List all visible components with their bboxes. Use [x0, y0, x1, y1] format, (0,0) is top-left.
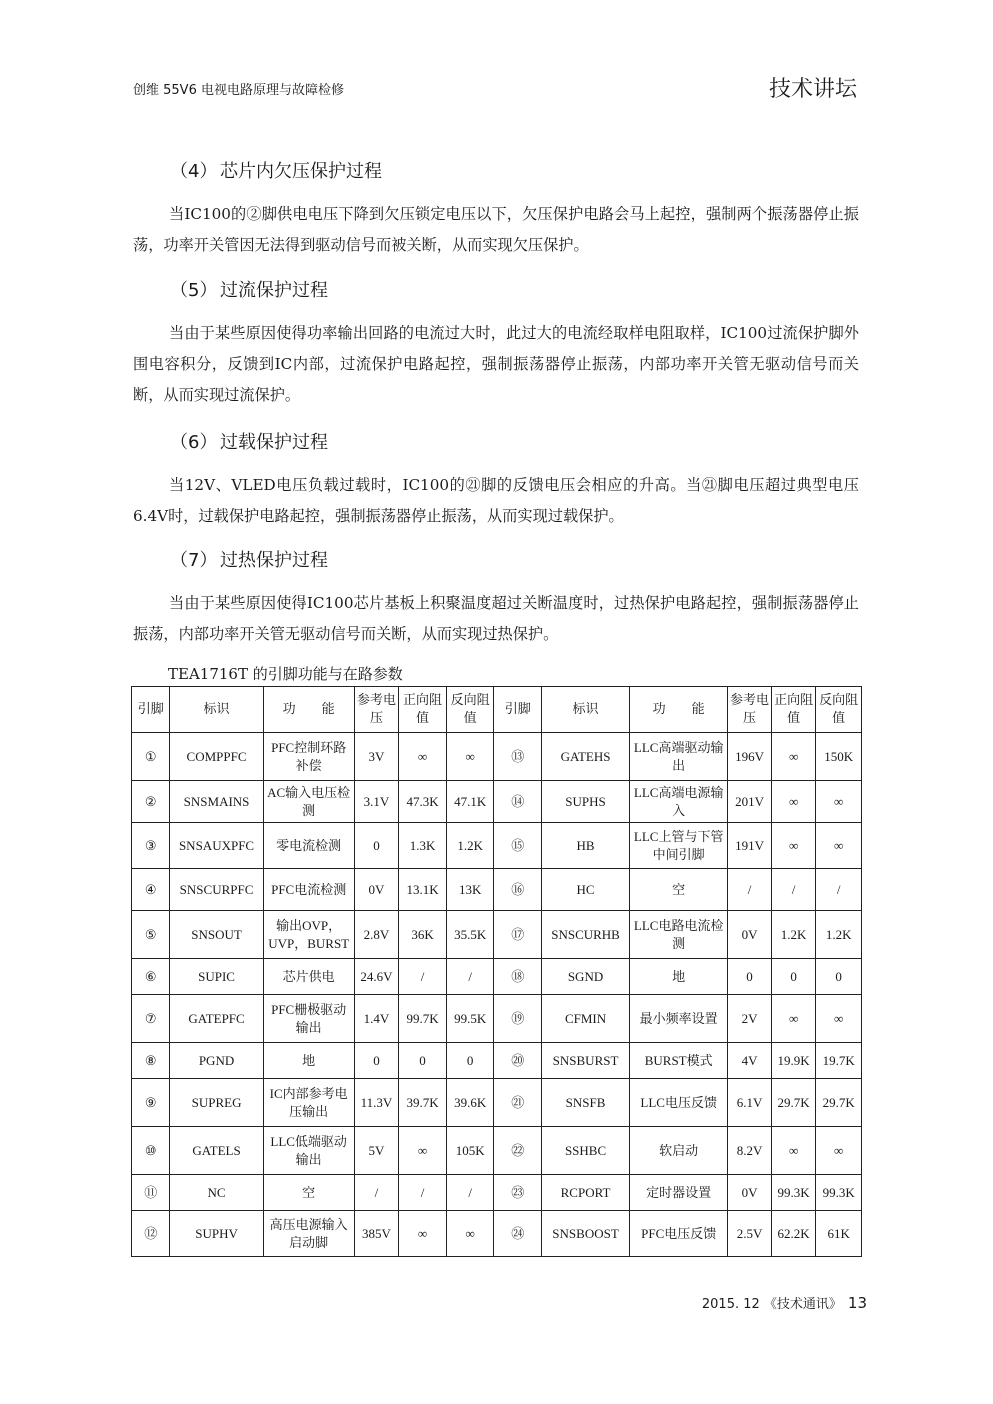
pin-function: LLC高端驱动输出: [630, 733, 728, 781]
reference-voltage: /: [728, 869, 772, 911]
pin-id: SUPHV: [170, 1211, 263, 1257]
forward-resistance: ∞: [399, 1127, 447, 1175]
reverse-resistance: 47.1K: [446, 781, 494, 823]
section-number: （4）: [170, 161, 218, 182]
running-header-title: 创维 55V6 电视电路原理与故障检修: [133, 83, 344, 98]
pin-number: ⑩: [132, 1127, 170, 1175]
pin-function: IC内部参考电压输出: [263, 1079, 354, 1127]
forward-resistance: 19.9K: [771, 1043, 816, 1079]
reverse-resistance: 13K: [446, 869, 494, 911]
pin-id: GATEHS: [542, 733, 630, 781]
reverse-resistance: 99.3K: [816, 1175, 862, 1211]
pin-number: ④: [132, 869, 170, 911]
reference-voltage: 5V: [354, 1127, 399, 1175]
forward-resistance: 1.2K: [771, 911, 816, 959]
reference-voltage: 4V: [728, 1043, 772, 1079]
page-footer: [702, 1293, 867, 1312]
section-number: （7）: [170, 550, 218, 571]
pin-function: 地: [263, 1043, 354, 1079]
pin-parameter-table: [131, 686, 862, 1257]
section-heading-6: [170, 428, 328, 454]
reverse-resistance: /: [816, 869, 862, 911]
section-paragraph-7: 当由于某些原因使得IC100芯片基板上积聚温度超过关断温度时，过热保护电路起控，强制振荡器停止振荡，内部功率开关管无驱动信号而关断，从而实现过热保护。: [133, 594, 859, 643]
reverse-resistance: ∞: [446, 733, 494, 781]
pin-id: SNSBURST: [542, 1043, 630, 1079]
section-paragraph-4: 当IC100的②脚供电电压下降到欠压锁定电压以下，欠压保护电路会马上起控，强制两个振荡器停止振荡，功率开关管因无法得到驱动信号而被关断，从而实现欠压保护。: [133, 205, 859, 254]
function-header: 功 能: [263, 687, 354, 733]
reference-voltage: 8.2V: [728, 1127, 772, 1175]
table-row: [132, 995, 862, 1043]
pin-id: SUPIC: [170, 959, 263, 995]
pin-function: PFC控制环路补偿: [263, 733, 354, 781]
pin-function: 高压电源输入启动脚: [263, 1211, 354, 1257]
pin-function: AC输入电压检测: [263, 781, 354, 823]
section-number: （5）: [170, 280, 218, 301]
reverse-resistance-header: 反向阻值: [446, 687, 494, 733]
pin-id: SNSFB: [542, 1079, 630, 1127]
pin-id: GATELS: [170, 1127, 263, 1175]
reverse-resistance: 39.6K: [446, 1079, 494, 1127]
forward-resistance: 0: [399, 1043, 447, 1079]
reference-voltage: 3.1V: [354, 781, 399, 823]
pin-function: LLC低端驱动输出: [263, 1127, 354, 1175]
reference-voltage: 0: [728, 959, 772, 995]
section-paragraph-5: 当由于某些原因使得功率输出回路的电流过大时，此过大的电流经取样电阻取样，IC100过流保护脚外围电容积分，反馈到IC内部，过流保护电路起控，强制振荡器停止振荡，内部功率开关管无驱动信号而关断，从而实现过流保护。: [133, 324, 859, 404]
reference-voltage: 3V: [354, 733, 399, 781]
pin-number: ②: [132, 781, 170, 823]
pin-id: COMPPFC: [170, 733, 263, 781]
pin-function: 空: [630, 869, 728, 911]
pin-function: LLC上管与下管中间引脚: [630, 823, 728, 869]
reverse-resistance: ∞: [816, 823, 862, 869]
pin-function: PFC电压反馈: [630, 1211, 728, 1257]
forward-resistance: 99.7K: [399, 995, 447, 1043]
reverse-resistance: 99.5K: [446, 995, 494, 1043]
table-caption: TEA1716T 的引脚功能与在路参数: [168, 665, 403, 683]
section-heading-4: [170, 157, 382, 183]
pin-number: ⑭: [494, 781, 542, 823]
reference-voltage: 196V: [728, 733, 772, 781]
reference-voltage: 191V: [728, 823, 772, 869]
pin-number: ⑮: [494, 823, 542, 869]
forward-resistance: ∞: [771, 823, 816, 869]
issue-label: 2015. 12 《技术通讯》: [701, 1297, 842, 1312]
pin-id: SGND: [542, 959, 630, 995]
forward-resistance: 29.7K: [771, 1079, 816, 1127]
table-row: [132, 1211, 862, 1257]
reference-voltage: 1.4V: [354, 995, 399, 1043]
pin-id: RCPORT: [542, 1175, 630, 1211]
pin-number: ⑲: [494, 995, 542, 1043]
pin-id: SNSBOOST: [542, 1211, 630, 1257]
reverse-resistance-header: 反向阻值: [816, 687, 862, 733]
section-title: 芯片内欠压保护过程: [220, 161, 382, 182]
pin-function: PFC栅极驱动输出: [263, 995, 354, 1043]
pin-id: SNSOUT: [170, 911, 263, 959]
pin-id: SNSMAINS: [170, 781, 263, 823]
pin-number: ⑱: [494, 959, 542, 995]
pin-number: ㉔: [494, 1211, 542, 1257]
reference-voltage: 2V: [728, 995, 772, 1043]
reverse-resistance: 29.7K: [816, 1079, 862, 1127]
pin-id: SNSAUXPFC: [170, 823, 263, 869]
pin-id: SUPREG: [170, 1079, 263, 1127]
pin-number: ③: [132, 823, 170, 869]
section-paragraph-6: 当12V、VLED电压负载过载时，IC100的㉑脚的反馈电压会相应的升高。当㉑脚电压超过典型电压6.4V时，过载保护电路起控，强制振荡器停止振荡，从而实现过载保护。: [133, 476, 859, 525]
function-header: 功 能: [630, 687, 728, 733]
reference-voltage: 2.5V: [728, 1211, 772, 1257]
pin-function: 地: [630, 959, 728, 995]
forward-resistance: /: [771, 869, 816, 911]
reverse-resistance: 1.2K: [816, 911, 862, 959]
pin-number: ⑳: [494, 1043, 542, 1079]
pin-id: SNSCURHB: [542, 911, 630, 959]
forward-resistance: ∞: [399, 733, 447, 781]
reverse-resistance: 0: [816, 959, 862, 995]
pin-function: 芯片供电: [263, 959, 354, 995]
reference-voltage: 201V: [728, 781, 772, 823]
pin-header: 引脚: [132, 687, 170, 733]
reverse-resistance: /: [446, 959, 494, 995]
table-row: [132, 1175, 862, 1211]
forward-resistance: /: [399, 1175, 447, 1211]
reverse-resistance: ∞: [816, 1127, 862, 1175]
pin-id: NC: [170, 1175, 263, 1211]
pin-function: LLC电压反馈: [630, 1079, 728, 1127]
column-title: 技术讲坛: [768, 77, 857, 102]
pin-number: ⑦: [132, 995, 170, 1043]
pin-id: HB: [542, 823, 630, 869]
pin-number: ①: [132, 733, 170, 781]
reverse-resistance: 0: [446, 1043, 494, 1079]
forward-resistance: ∞: [399, 1211, 447, 1257]
forward-resistance: ∞: [771, 995, 816, 1043]
pin-number: ⑬: [494, 733, 542, 781]
page-number: 13: [847, 1294, 867, 1312]
forward-resistance: 99.3K: [771, 1175, 816, 1211]
forward-resistance: ∞: [771, 1127, 816, 1175]
section-title: 过热保护过程: [220, 550, 328, 571]
forward-resistance: ∞: [771, 733, 816, 781]
reverse-resistance: 150K: [816, 733, 862, 781]
reverse-resistance: 61K: [816, 1211, 862, 1257]
reverse-resistance: 1.2K: [446, 823, 494, 869]
table-row: [132, 1043, 862, 1079]
pin-id: CFMIN: [542, 995, 630, 1043]
reference-voltage: 0: [354, 1043, 399, 1079]
forward-resistance: ∞: [771, 781, 816, 823]
reverse-resistance: 19.7K: [816, 1043, 862, 1079]
reference-voltage: 0V: [728, 911, 772, 959]
pin-number: ㉓: [494, 1175, 542, 1211]
pin-function: 输出OVP，UVP，BURST: [263, 911, 354, 959]
pin-number: ㉒: [494, 1127, 542, 1175]
table-row: [132, 1079, 862, 1127]
table-header-row: [132, 687, 862, 733]
reverse-resistance: ∞: [816, 781, 862, 823]
forward-resistance: 1.3K: [399, 823, 447, 869]
pin-function: 最小频率设置: [630, 995, 728, 1043]
reverse-resistance: 35.5K: [446, 911, 494, 959]
table-row: [132, 1127, 862, 1175]
pin-id: HC: [542, 869, 630, 911]
pin-number: ⑥: [132, 959, 170, 995]
pin-function: 零电流检测: [263, 823, 354, 869]
pin-id: PGND: [170, 1043, 263, 1079]
reference-voltage: 11.3V: [354, 1079, 399, 1127]
section-number: （6）: [170, 432, 218, 453]
table-row: [132, 959, 862, 995]
pin-number: ⑪: [132, 1175, 170, 1211]
table-row: [132, 823, 862, 869]
forward-resistance-header: 正向阻值: [399, 687, 447, 733]
reference-voltage: 385V: [354, 1211, 399, 1257]
pin-number: ⑤: [132, 911, 170, 959]
forward-resistance-header: 正向阻值: [771, 687, 816, 733]
pin-number: ㉑: [494, 1079, 542, 1127]
pin-id: SSHBC: [542, 1127, 630, 1175]
pin-header: 引脚: [494, 687, 542, 733]
section-heading-5: [170, 276, 328, 302]
forward-resistance: 47.3K: [399, 781, 447, 823]
pin-function: BURST模式: [630, 1043, 728, 1079]
forward-resistance: /: [399, 959, 447, 995]
reference-voltage: /: [354, 1175, 399, 1211]
section-title: 过流保护过程: [220, 280, 328, 301]
voltage-header: 参考电压: [354, 687, 399, 733]
forward-resistance: 39.7K: [399, 1079, 447, 1127]
id-header: 标识: [542, 687, 630, 733]
forward-resistance: 0: [771, 959, 816, 995]
pin-function: PFC电流检测: [263, 869, 354, 911]
forward-resistance: 36K: [399, 911, 447, 959]
table-row: [132, 781, 862, 823]
pin-number: ⑨: [132, 1079, 170, 1127]
forward-resistance: 13.1K: [399, 869, 447, 911]
section-title: 过载保护过程: [220, 432, 328, 453]
pin-function: 空: [263, 1175, 354, 1211]
reference-voltage: 0V: [354, 869, 399, 911]
voltage-header: 参考电压: [728, 687, 772, 733]
pin-number: ⑯: [494, 869, 542, 911]
table-row: [132, 869, 862, 911]
table-row: [132, 733, 862, 781]
pin-id: SUPHS: [542, 781, 630, 823]
pin-function: LLC电路电流检测: [630, 911, 728, 959]
reverse-resistance: /: [446, 1175, 494, 1211]
pin-id: GATEPFC: [170, 995, 263, 1043]
pin-id: SNSCURPFC: [170, 869, 263, 911]
pin-function: 定时器设置: [630, 1175, 728, 1211]
table-row: [132, 911, 862, 959]
pin-function: 软启动: [630, 1127, 728, 1175]
id-header: 标识: [170, 687, 263, 733]
pin-number: ⑧: [132, 1043, 170, 1079]
reference-voltage: 2.8V: [354, 911, 399, 959]
reference-voltage: 6.1V: [728, 1079, 772, 1127]
pin-function: LLC高端电源输入: [630, 781, 728, 823]
section-heading-7: [170, 546, 328, 572]
forward-resistance: 62.2K: [771, 1211, 816, 1257]
reference-voltage: 0V: [728, 1175, 772, 1211]
reverse-resistance: ∞: [446, 1211, 494, 1257]
pin-number: ⑰: [494, 911, 542, 959]
reverse-resistance: ∞: [816, 995, 862, 1043]
reverse-resistance: 105K: [446, 1127, 494, 1175]
pin-number: ⑫: [132, 1211, 170, 1257]
reference-voltage: 24.6V: [354, 959, 399, 995]
reference-voltage: 0: [354, 823, 399, 869]
